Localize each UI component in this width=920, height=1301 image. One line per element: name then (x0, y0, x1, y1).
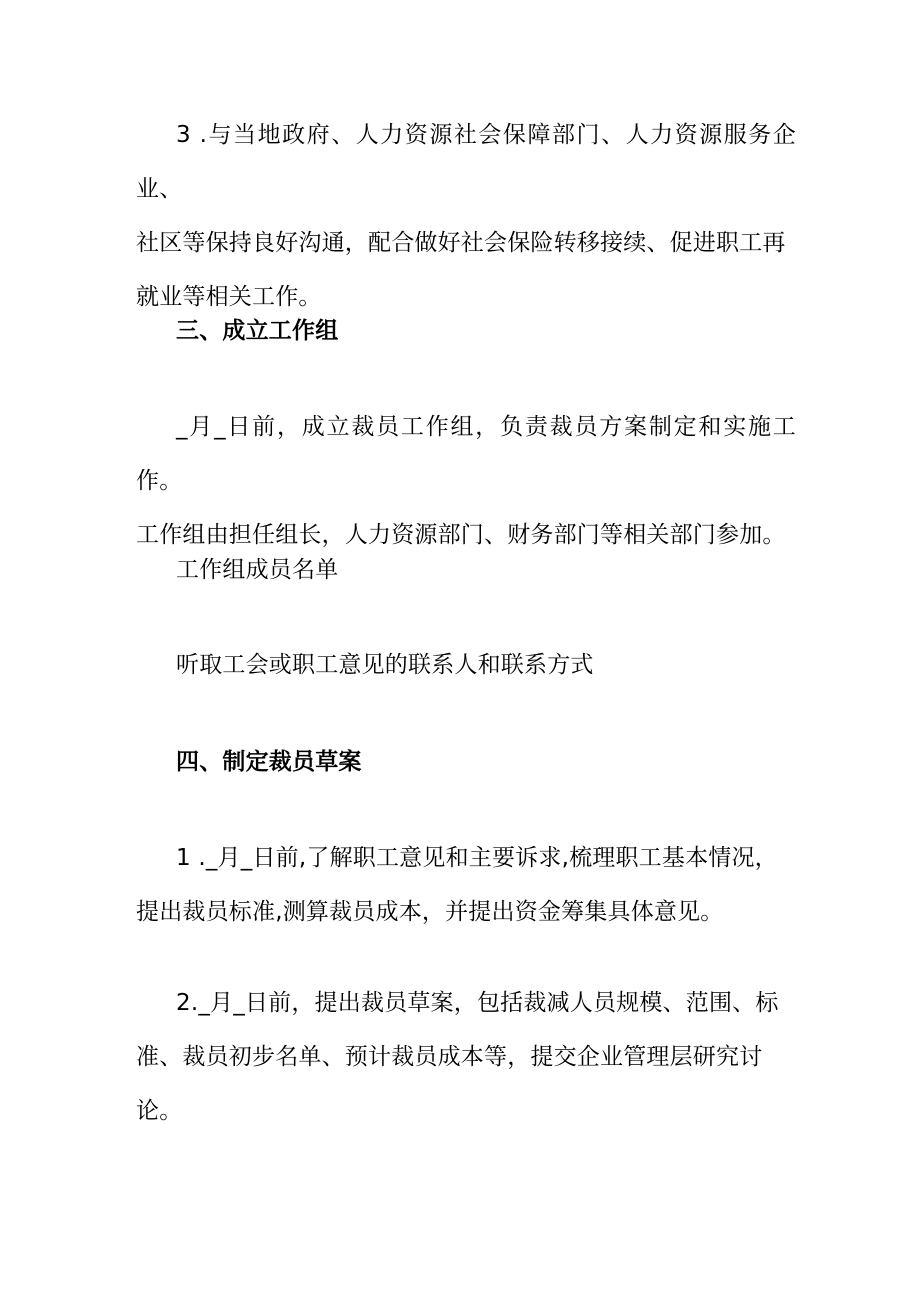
paragraph-line: 3 .与当地政府、人力资源社会保障部门、人力资源服务企业、 (136, 122, 796, 202)
paragraph-3-coordination (136, 108, 796, 324)
paragraph-contact: 听取工会或职工意见的联系人和联系方式 (176, 652, 594, 678)
paragraph-line: 准、裁员初步名单、预计裁员成本等，提交企业管理层研究讨 (136, 1044, 763, 1070)
paragraph-line: 论。 (136, 1098, 183, 1124)
paragraph-1-employee-opinion (136, 831, 796, 939)
paragraph-line: 2._月_日前，提出裁员草案，包括裁减人员规模、范围、标 (176, 990, 779, 1016)
paragraph-line: 就业等相关工作。 (136, 284, 322, 310)
paragraph-line: 工作组由担任组长，人力资源部门、财务部门等相关部门参加。 (136, 522, 786, 548)
paragraph-line: _月_日前，成立裁员工作组，负责裁员方案制定和实施工作。 (136, 414, 796, 494)
paragraph-working-group (136, 400, 796, 562)
paragraph-2-draft-plan (136, 976, 796, 1138)
section-heading-4: 四、制定裁员草案 (176, 749, 362, 775)
paragraph-member-list: 工作组成员名单 (176, 557, 339, 583)
paragraph-line: 1 ._月_日前,了解职工意见和主要诉求,梳理职工基本情况， (176, 845, 778, 871)
section-heading-3: 三、成立工作组 (176, 318, 339, 344)
paragraph-line: 提出裁员标准,测算裁员成本，并提出资金筹集具体意见。 (136, 899, 724, 925)
paragraph-line: 社区等保持良好沟通，配合做好社会保险转移接续、促进职工再 (136, 230, 786, 256)
